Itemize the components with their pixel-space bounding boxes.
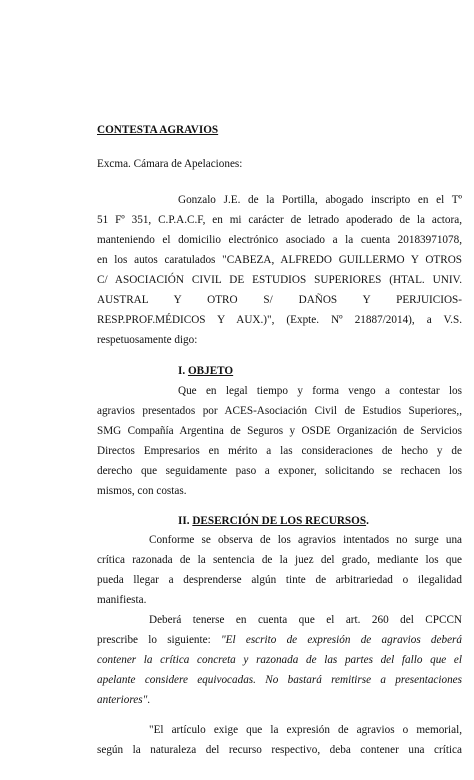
section-1-number: I. <box>178 365 188 377</box>
intro-line-8: respetuosamente digo: <box>97 334 198 346</box>
section-1-line-5: derecho que seguidamente paso a exponer, solicitando se rechacen los <box>97 465 462 477</box>
intro-line-3: manteniendo el domicilio electrónico asociado a la cuenta 20183971078, <box>97 234 462 246</box>
section-2-p2-line-2-plain: prescribe lo siguiente: <box>97 634 221 646</box>
section-2-p2-line-5-plain: . <box>147 694 151 706</box>
section-1-line-3: SMG Compañía Argentina de Seguros y OSDE Organización de Servicios <box>97 425 462 437</box>
section-2-p2-line-5-quote: anteriores" <box>97 694 148 706</box>
intro-line-4: en los autos caratulados "CABEZA, ALFREDO GUILLERMO Y OTROS <box>97 254 462 266</box>
section-2-p1-line-1: Conforme se observa de los agravios intentados no surge una <box>149 534 462 546</box>
section-2-period: . <box>366 515 369 527</box>
section-2-p1-line-2: crítica razonada de la sentencia de la juez del grado, mediante los que <box>97 554 462 566</box>
intro-line-1: Gonzalo J.E. de la Portilla, abogado inscripto en el Tº <box>178 194 462 206</box>
intro-line-6-text: AUSTRAL Y OTRO S/ DAÑOS Y PERJUICIOS- <box>97 294 462 306</box>
intro-line-7: RESP.PROF.MÉDICOS Y AUX.)", (Expte. Nº 21887/2014), a V.S. <box>97 314 462 326</box>
section-2-p2-line-1: Deberá tenerse en cuenta que el art. 260 del CPCCN <box>149 614 462 626</box>
section-1-title: OBJETO <box>187 365 234 377</box>
section-2-p2-line-2-quote: "El escrito de expresión de agravios deberá <box>220 634 462 646</box>
section-1-line-1: Que en legal tiempo y forma vengo a contestar los <box>178 385 462 397</box>
intro-line-6 <box>97 293 462 307</box>
section-2-p1-line-3: pueda llegar a desprenderse algún tinte de arbitrariedad o ilegalidad <box>97 574 462 586</box>
section-2-title: DESERCIÓN DE LOS RECURSOS <box>192 515 367 527</box>
section-2-p2-line-4: apelante considere equivocadas. No bastará remitirse a presentaciones <box>97 674 462 686</box>
salutation: Excma. Cámara de Apelaciones: <box>97 158 243 170</box>
section-2-heading <box>178 514 369 528</box>
intro-line-2: 51 Fº 351, C.P.A.C.F, en mi carácter de letrado apoderado de la actora, <box>97 214 462 226</box>
section-2-p2-line-5 <box>97 693 150 707</box>
intro-line-5: C/ ASOCIACIÓN CIVIL DE ESTUDIOS SUPERIORES (HTAL. UNIV. <box>97 274 462 286</box>
section-1-line-6: mismos, con costas. <box>97 485 187 497</box>
section-1-line-4: Directos Empresarios en mérito a las consideraciones de hecho y de <box>97 445 462 457</box>
section-2-p3-line-2: según la naturaleza del recurso respectivo, deba contener una crítica <box>97 744 462 756</box>
section-1-line-2: agravios presentados por ACES-Asociación Civil de Estudios Superiores,, <box>97 405 462 417</box>
section-2-p3-line-1: "El artículo exige que la expresión de agravios o memorial, <box>149 724 462 736</box>
section-2-number: II. <box>178 515 193 527</box>
section-2-p2-line-3: contener la crítica concreta y razonada de las partes del fallo que el <box>97 654 462 666</box>
section-2-p2-line-2 <box>97 633 462 647</box>
section-1-heading <box>178 364 233 378</box>
section-2-p1-line-4: manifiesta. <box>97 594 147 606</box>
document-title: CONTESTA AGRAVIOS <box>97 124 219 136</box>
